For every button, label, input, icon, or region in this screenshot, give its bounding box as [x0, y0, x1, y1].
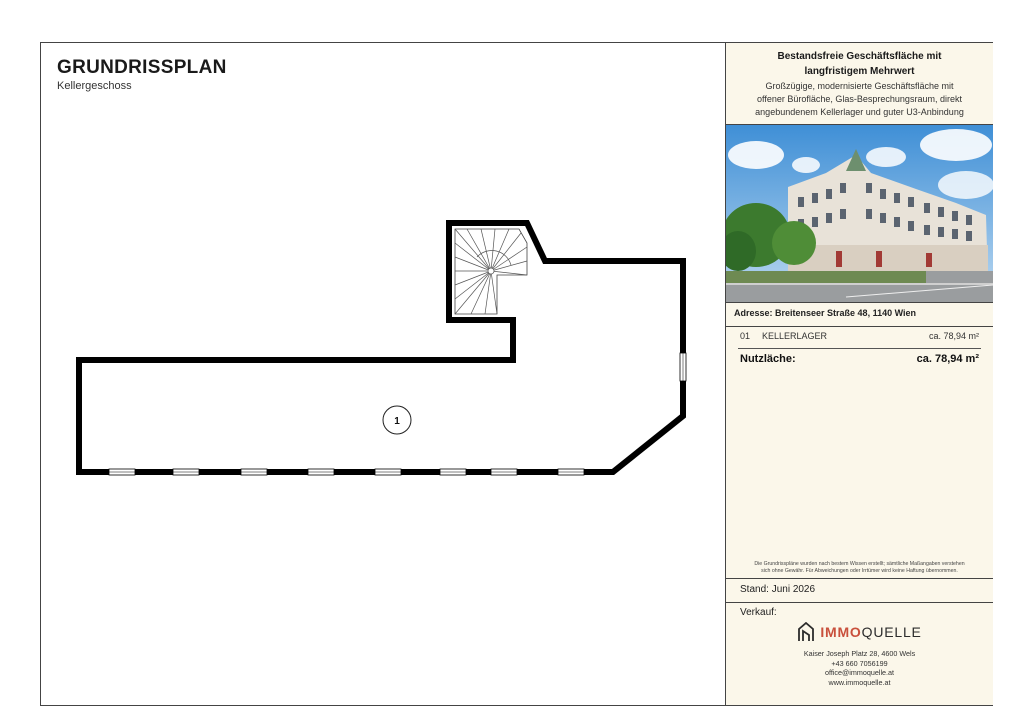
description-line-1: Großzügige, modernisierte Geschäftsfläche mit — [765, 81, 954, 91]
room-area: ca. 78,94 m² — [928, 331, 979, 341]
floor-plan-drawing — [41, 43, 725, 705]
headline-line-1: Bestandsfreie Geschäftsfläche mit — [777, 51, 942, 62]
logo-text-immo: IMMO — [820, 624, 862, 640]
headline-line-2: langfristigem Mehrwert — [804, 66, 915, 77]
plan-subtitle: Kellergeschoss — [57, 80, 132, 92]
room-number: 01 — [740, 331, 751, 341]
total-label: Nutzläche: — [740, 353, 796, 365]
total-row — [740, 353, 979, 365]
listing-header — [726, 43, 993, 125]
contact-phone[interactable]: +43 660 7056199 — [831, 658, 888, 668]
room-name: KELLERLAGER — [762, 331, 828, 341]
stand-date: Stand: Juni 2026 — [726, 579, 993, 603]
spiral-staircase — [455, 229, 527, 314]
building-photo — [726, 125, 993, 303]
address: Adresse: Breitenseer Straße 48, 1140 Wien — [726, 303, 993, 327]
sale-contact — [726, 603, 993, 705]
disclaimer — [726, 557, 993, 579]
plan-area — [41, 43, 725, 705]
contact-address: Kaiser Joseph Platz 28, 4600 Wels — [803, 649, 916, 658]
total-value: ca. 78,94 m² — [916, 353, 979, 365]
outer-wall — [79, 223, 683, 472]
description-line-2: offener Bürofläche, Glas-Besprechungsraum, direkt — [757, 94, 962, 104]
disclaimer-line-2: sich ohne Gewähr. Für Abweichungen oder Irrtümer wird keine Haftung übernommen. — [761, 568, 958, 574]
floor-plan-sheet — [40, 42, 993, 706]
description-line-3: angebundenem Kellerlager und guter U3-Anbindung — [755, 107, 964, 117]
room-marker-label: 1 — [394, 416, 400, 427]
plan-title: GRUNDRISSPLAN — [57, 57, 227, 78]
sale-label: Verkauf: — [740, 607, 777, 618]
company-logo — [726, 622, 993, 642]
disclaimer-line-1: Die Grundrisspläne wurden nach bestem Wissen erstellt; sämtliche Maßangaben verstehen — [754, 561, 965, 567]
room-row — [740, 331, 979, 347]
room-divider — [738, 348, 981, 349]
logo-text-quelle: QUELLE — [861, 624, 922, 640]
room-list — [726, 327, 993, 557]
info-sidebar — [725, 43, 993, 705]
immoquelle-house-logo-icon — [797, 622, 815, 642]
contact-website[interactable]: www.immoquelle.at — [828, 677, 891, 687]
contact-info — [726, 649, 993, 687]
contact-email[interactable]: office@immoquelle.at — [824, 668, 895, 677]
